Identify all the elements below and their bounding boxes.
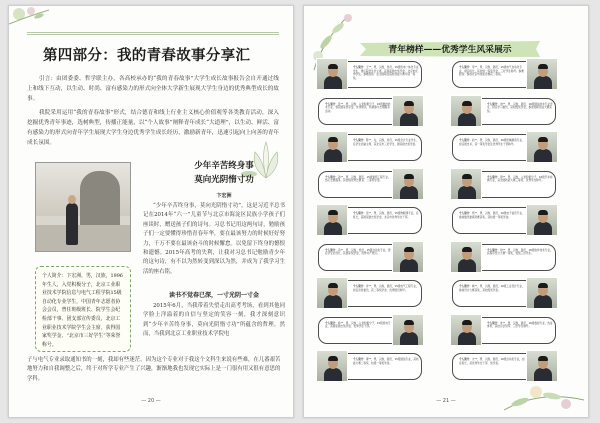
- student-card-text: [487, 249, 553, 269]
- student-card-text: [459, 285, 525, 305]
- student-photo-torso: [324, 368, 342, 381]
- student-card-text: [325, 176, 391, 196]
- student-photo-torso: [534, 295, 552, 308]
- student-card-label: 个人简介：: [353, 66, 366, 69]
- student-card-description: 冯**，男，汉族，党员，15级自动化专业，曾任学生会部长，获国家奖学金、优秀共产党员。: [325, 248, 391, 256]
- intro-paragraph: 引言：由团委委、哲学联主办，各高校承办的“我的青春故事”大学生成长故事报告会自开通过线上和线下互动，以生动、时尚、富有感染力的形式向全体大学新生展现大学生身边的优秀典型成长的故事。: [27, 76, 279, 102]
- student-photo-torso: [324, 295, 342, 308]
- student-photo: [526, 204, 558, 236]
- student-photo-torso: [458, 332, 476, 345]
- profile-box: 个人简介：卞宏洲，男，汉族，1996年生人，入党积极分子，北京工业职业技术学院信息与电气工程学院15级自动化专业学生，中国青年志愿者协会会员，曾任班级班长、院学生会纪检部干事、团支部宣传委员，北京工业职业技术学院学生会主席，获得国家奖学金、“北京市三好学生”等荣誉称号。: [35, 266, 131, 352]
- student-card-description: 郑**，男，汉族，团员，16级电子信息专业，参加数学建模竞赛获奖，获校级一等奖学金。: [459, 212, 525, 219]
- student-photo-hair: [462, 247, 472, 252]
- student-photo-hair: [404, 247, 414, 252]
- student-card-text: [487, 176, 553, 196]
- student-card-label: 个人简介：: [325, 102, 338, 106]
- student-card-description: 韩**，男，汉族，团员，16级工业设计专业，参加设计大赛获奖，获校级奖学金。: [459, 285, 525, 292]
- student-card-description: 周**，男，汉族，入党积极分子，16级汽车检测专业，获全国技能大赛三等奖、优秀学生称号。: [487, 175, 553, 183]
- flower-decoration: [500, 370, 586, 416]
- student-photo-torso: [458, 186, 476, 199]
- student-card-label: 个人简介：: [487, 321, 500, 325]
- student-card-text: [487, 103, 553, 123]
- student-card-description: 赵**，男，汉族，团员，16级机械制造专业，担任团支书，获一等奖学金及优秀学生干部称号。: [459, 139, 525, 146]
- student-photo-hair: [404, 101, 414, 106]
- student-photo-hair: [462, 174, 472, 179]
- student-card-label: 个人简介：: [459, 66, 472, 69]
- student-card-label: 个人简介：: [459, 285, 472, 288]
- student-photo: [316, 277, 348, 309]
- student-card-label: 个人简介：: [487, 102, 500, 106]
- student-photo-torso: [324, 149, 342, 162]
- story-body-text: “少年辛苦终身事，莫向光阴惰寸功”，这是习近平总书记在2014年“六一”儿童节与北京市海淀区民族小学孩子们座谈时，赠送孩子们的诗句。习总书记用这两句诗，勉励孩子们一定要懂得珍惜青春年华，要在最该努力的时候好好努力，千万不要在最该奋斗的时候懈怠。以免留下终身的憾恨和遗憾。2015年高考的失利，让我对习总书记勉励青少年的这句诗，有不以为然转变到深以为然，并成为了我学习生活的座右铭。: [143, 203, 285, 275]
- student-photo: [392, 168, 424, 200]
- student-photo-torso: [400, 186, 418, 199]
- student-card-label: 个人简介：: [459, 212, 472, 215]
- story-title-line: 莫向光阴惰寸功: [194, 175, 254, 185]
- story-title-line: 少年辛苦终身事: [194, 161, 254, 171]
- student-card-text: [459, 139, 525, 159]
- student-photo-torso: [400, 259, 418, 272]
- intro-paragraph: 我院采用运用“我的青春故事”形式，结合德育和线上行业主义核心价值观等各类教育活动，深入挖掘优秀青年事迹，选树典型，传播正能量，以“个人故事”阐释青年成长“大道理”，以生动、鲜活、富有感染力的形式向青年学生展现大学生身边优秀学生成长经历，激励新青年，迅速引起向上向善的青年成长氛围。: [27, 110, 279, 146]
- student-card-description: 许**，男，汉族，团员，15级电气工程专业，担任宣传委员，获二等奖学金、优秀团员称号。: [353, 285, 419, 292]
- student-card-description: 李**，男，汉族，团员，15级电气自动化专业，现任班长，获校级一等奖学金、三好学生称号。参赛经验：参加北京市技能竞赛获二等奖。: [459, 66, 524, 77]
- student-photo-hair: [462, 320, 472, 325]
- student-photo-hair: [328, 283, 338, 288]
- header-rule: [27, 34, 279, 35]
- student-card-description: 张**，男，汉族，入党积极分子，16级数控技术专业，曾获国家奖学金、优秀团员，积极参与志愿服务活动。: [325, 102, 391, 113]
- student-photo-torso: [324, 222, 342, 235]
- student-card-label: 个人简介：: [459, 139, 472, 142]
- student-photo-hair: [538, 283, 548, 288]
- student-photo-torso: [400, 113, 418, 126]
- student-card-text: [459, 212, 525, 232]
- student-photo-torso: [534, 149, 552, 162]
- right-page: [303, 5, 589, 418]
- student-card-text: [353, 66, 419, 86]
- student-card-description: 尤**，男，汉族，团员，16级自动化专业，担任班长，获优秀学生干部、奖学金。: [459, 358, 525, 365]
- student-card-text: [325, 249, 391, 269]
- part-title: 第四部分：我的青春故事分享汇: [43, 47, 251, 64]
- left-page: [8, 5, 294, 418]
- student-photo-torso: [534, 76, 552, 89]
- student-photo-hair: [538, 356, 548, 361]
- student-card-text: [487, 322, 553, 342]
- story-title: [175, 159, 273, 187]
- student-photo: [450, 168, 482, 200]
- student-card-description: 陈**，女，汉族，党员，15级会计专业学生，任学生会副主席，获北京市三好学生、国家励志奖学金。: [353, 139, 419, 146]
- student-photo: [316, 131, 348, 163]
- photo-person-head: [68, 195, 76, 204]
- student-photo: [392, 95, 424, 127]
- student-card-label: 个人简介：: [487, 248, 500, 252]
- photo-statue: [80, 171, 120, 231]
- story-subheading: 读书不觉春已深，一寸光阴一寸金: [168, 292, 259, 299]
- student-card-label: 个人简介：: [325, 175, 338, 179]
- student-photo: [392, 314, 424, 346]
- student-photo-torso: [400, 332, 418, 345]
- student-card-label: 个人简介：: [353, 358, 366, 361]
- student-photo-hair: [538, 210, 548, 215]
- story-author: 卞宏洲: [216, 193, 232, 199]
- student-card-description: 刘**，男，汉族，团员，16级通信技术专业学生，担任学习委员，获校级奖学金，参加创新创业大赛获奖。: [487, 102, 553, 113]
- student-photo-hair: [328, 210, 338, 215]
- student-card-text: [325, 103, 391, 123]
- student-card-label: 个人简介：: [353, 139, 366, 142]
- student-photo: [526, 58, 558, 90]
- student-card-text: [325, 322, 391, 342]
- student-photo: [35, 162, 131, 252]
- student-photo-hair: [404, 320, 414, 325]
- student-card-description: 朱**，男，汉族，团员，16级数控专业，热爱体育，获校运会冠军、三好学生称号。: [487, 321, 553, 329]
- student-card-description: 孙**，男，汉族，团员，15级建筑工程专业，热心志愿服务，获校级优秀志愿者、二等奖学金。: [325, 175, 391, 183]
- student-photo: [316, 58, 348, 90]
- student-photo-hair: [538, 137, 548, 142]
- student-photo: [316, 204, 348, 236]
- student-photo-hair: [328, 356, 338, 361]
- student-photo-torso: [458, 259, 476, 272]
- student-card-text: [353, 212, 419, 232]
- corner-flower-decoration: [9, 6, 69, 46]
- student-photo-hair: [328, 64, 338, 69]
- photo-person: [66, 203, 78, 245]
- photo-ground: [36, 225, 130, 251]
- student-card-label: 个人简介：: [459, 358, 472, 361]
- student-card-text: [353, 358, 419, 378]
- student-photo-torso: [458, 113, 476, 126]
- student-photo: [526, 277, 558, 309]
- student-photo: [526, 131, 558, 163]
- student-card-description: 吴**，男，汉族，团员，15级物联网专业，任班长，获国家励志奖学金、北京市优秀学生干部。: [353, 212, 419, 219]
- page-number: — 21 —: [436, 398, 456, 404]
- story-body-text: 2015年6月，当我带着失望走出高考考场，看到其他同学脸上洋溢着的自信与坚定的笑容一刻，我才深刻意识到“少年辛苦终身事，莫向光阴惰寸功”所蕴含的哲理。然而，当我到北京工业职业技术学院电: [143, 303, 285, 338]
- story-body-text: 子与电气专业录取通知书的一刻，我却有些迷茫。因为这个专业对于我这个文科生来说有些难，在几番艰苦地努力和自我调整之后，终于对所学专业产生了兴趣，渐渐地我也发现它实际上是一门很有用又很有意思的学科。: [27, 357, 281, 382]
- student-card-label: 个人简介：: [325, 321, 338, 325]
- student-card-label: 个人简介：: [325, 248, 338, 252]
- student-photo-torso: [324, 76, 342, 89]
- student-card-text: [353, 139, 419, 159]
- student-photo-torso: [534, 222, 552, 235]
- student-photo: [450, 314, 482, 346]
- student-photo: [392, 241, 424, 273]
- student-photo-hair: [538, 64, 548, 69]
- student-photo-hair: [404, 174, 414, 179]
- page-number: — 20 —: [141, 398, 161, 404]
- student-photo-hair: [328, 137, 338, 142]
- student-photo: [450, 95, 482, 127]
- student-card-label: 个人简介：: [487, 175, 500, 179]
- student-photo-hair: [462, 101, 472, 106]
- student-card-text: [459, 66, 525, 86]
- student-card-description: 秦**，男，汉族，团员，15级通信专业，获技能大赛二等奖、校级一等奖学金。: [353, 358, 419, 365]
- student-card-text: [353, 285, 419, 305]
- student-photo: [450, 241, 482, 273]
- student-photo: [316, 350, 348, 382]
- banner-title: 青年榜样——优秀学生风采展示: [388, 45, 512, 55]
- student-card-label: 个人简介：: [353, 212, 366, 215]
- student-card-label: 个人简介：: [353, 285, 366, 288]
- header-rule: [27, 32, 279, 33]
- student-card-description: 何**，男，汉族，团员，16级软件技术专业，获程序设计大赛一等奖，校级三好学生。: [487, 248, 553, 256]
- student-card-description: 杨**，男，汉族，入党积极分子，15级机电专业，获国家励志奖学金、优秀学生干部。: [325, 321, 391, 329]
- student-card-description: 王**，男，汉族，党员，15级机电一体化专业学生，曾任院学生会主席，获国家励志奖学金、北京市优秀学生。参赛经验：在全国职业院校技能大赛中获一等奖。: [353, 66, 419, 80]
